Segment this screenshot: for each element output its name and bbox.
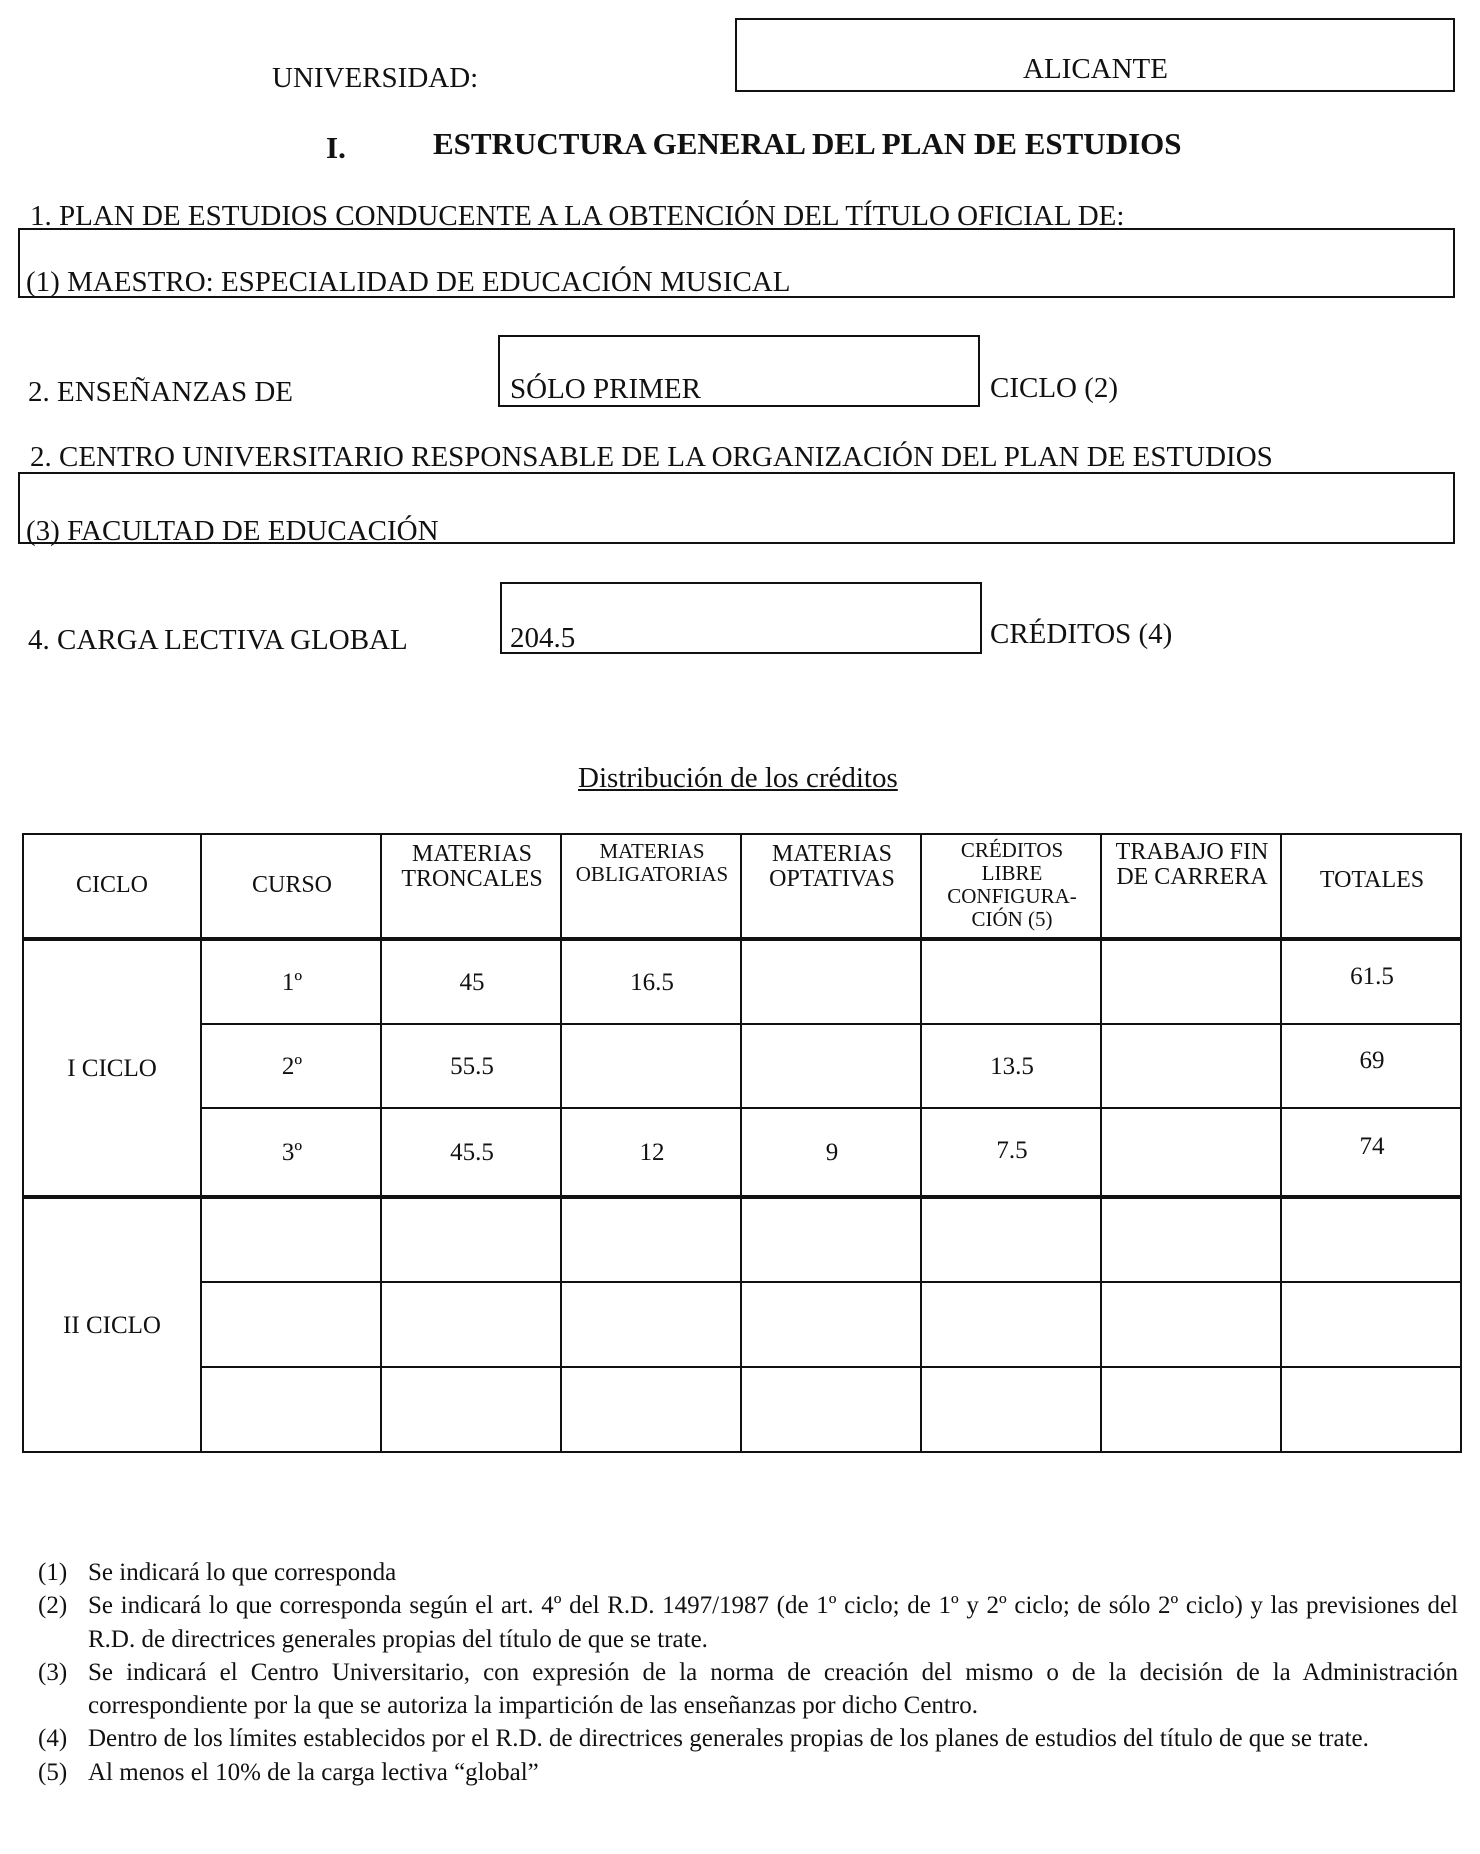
field-2-label: 2. ENSEÑANZAS DE xyxy=(28,376,294,408)
footnotes xyxy=(38,1556,1458,1789)
row-3-libre: 7.5 xyxy=(996,1137,1028,1164)
row-2-libre: 13.5 xyxy=(990,1053,1034,1080)
footnote-number: (1) xyxy=(38,1559,68,1586)
header-troncales: MATERIAS TRONCALES xyxy=(401,840,543,892)
field-4-value: 204.5 xyxy=(510,622,576,654)
header-obligatorias: MATERIAS OBLIGATORIAS xyxy=(575,838,729,886)
row-1-optativas xyxy=(742,941,922,1025)
footnote xyxy=(38,1656,1458,1723)
footnote xyxy=(38,1756,1458,1789)
header-totales: TOTALES xyxy=(1319,867,1425,894)
field-4-label: 4. CARGA LECTIVA GLOBAL xyxy=(28,624,408,656)
row-3-curso: 3º xyxy=(281,1139,303,1166)
row-1-curso: 1º xyxy=(281,969,303,996)
row-2-troncales: 55.5 xyxy=(450,1053,494,1080)
row-2-obligatorias xyxy=(562,1025,742,1109)
row-3-optativas: 9 xyxy=(825,1139,839,1166)
row-3-totales: 74 xyxy=(1359,1133,1385,1160)
row-1-libre xyxy=(922,941,1102,1025)
field-2-value: SÓLO PRIMER xyxy=(510,373,701,405)
footnote-number: (3) xyxy=(38,1658,68,1686)
row-1-troncales: 45 xyxy=(459,969,485,996)
footnote xyxy=(38,1556,1458,1589)
universidad-label: UNIVERSIDAD: xyxy=(272,62,479,94)
row-3-trabajo xyxy=(1102,1109,1282,1197)
row-1-trabajo xyxy=(1102,941,1282,1025)
distribution-title: Distribución de los créditos xyxy=(578,762,898,794)
header-optativas: MATERIAS OPTATIVAS xyxy=(769,840,895,892)
universidad-value: ALICANTE xyxy=(1023,53,1168,85)
row-2-trabajo xyxy=(1102,1025,1282,1109)
header-curso: CURSO xyxy=(251,872,333,899)
footnote-number: (5) xyxy=(38,1758,68,1786)
row-3-troncales: 45.5 xyxy=(450,1139,494,1166)
field-4-suffix: CRÉDITOS (4) xyxy=(990,618,1173,650)
field-3-label: 2. CENTRO UNIVERSITARIO RESPONSABLE DE LA ORGANIZACIÓN DEL PLAN DE ESTUDIOS xyxy=(30,441,1273,473)
field-1-label: 1. PLAN DE ESTUDIOS CONDUCENTE A LA OBTENCIÓN DEL TÍTULO OFICIAL DE: xyxy=(30,200,1125,232)
row-2-totales: 69 xyxy=(1359,1047,1385,1074)
field-2-suffix: CICLO (2) xyxy=(990,372,1119,404)
header-ciclo: CICLO xyxy=(76,872,148,899)
field-1-value: (1) MAESTRO: ESPECIALIDAD DE EDUCACIÓN MUSICAL xyxy=(26,266,791,298)
footnote-number: (4) xyxy=(38,1725,68,1753)
field-3-value: (3) FACULTAD DE EDUCACIÓN xyxy=(26,515,439,547)
header-trabajo: TRABAJO FIN DE CARRERA xyxy=(1115,838,1269,890)
footnote-text: Se indicará lo que corresponda xyxy=(88,1559,397,1586)
footnote xyxy=(38,1722,1458,1755)
footnote xyxy=(38,1589,1458,1656)
row-2-curso: 2º xyxy=(281,1053,303,1080)
footnote-text: Se indicará el Centro Universitario, con expresión de la norma de creación del mismo o de la decisión de la Administración correspondiente por la que se autoriza la impartición de las enseñanzas por dicho Centro. xyxy=(88,1658,1458,1719)
footnote-text: Se indicará lo que corresponda según el art. 4º del R.D. 1497/1987 (de 1º ciclo; de 1º y 2º ciclo; de sólo 2º ciclo) y las previsiones del R.D. de directrices generales propias del título de que se trate. xyxy=(88,1592,1458,1653)
footnote-number: (2) xyxy=(38,1592,68,1620)
footnote-text: Dentro de los límites establecidos por el R.D. de directrices generales propias de los planes de estudios del título de que se trate. xyxy=(88,1725,1369,1753)
row-2-optativas xyxy=(742,1025,922,1109)
row-1-obligatorias: 16.5 xyxy=(630,969,674,996)
ciclo-1-label: I CICLO xyxy=(67,1055,157,1082)
section-number: I. xyxy=(326,130,346,165)
row-1-totales: 61.5 xyxy=(1350,963,1394,990)
footnote-text: Al menos el 10% de la carga lectiva “global” xyxy=(88,1758,539,1786)
credits-table xyxy=(22,833,1462,1453)
ciclo-2-label: II CICLO xyxy=(63,1312,161,1339)
row-3-obligatorias: 12 xyxy=(639,1139,665,1166)
section-title: ESTRUCTURA GENERAL DEL PLAN DE ESTUDIOS xyxy=(433,126,1182,161)
header-libre: CRÉDITOS LIBRE CONFIGURA-CIÓN (5) xyxy=(947,837,1077,932)
